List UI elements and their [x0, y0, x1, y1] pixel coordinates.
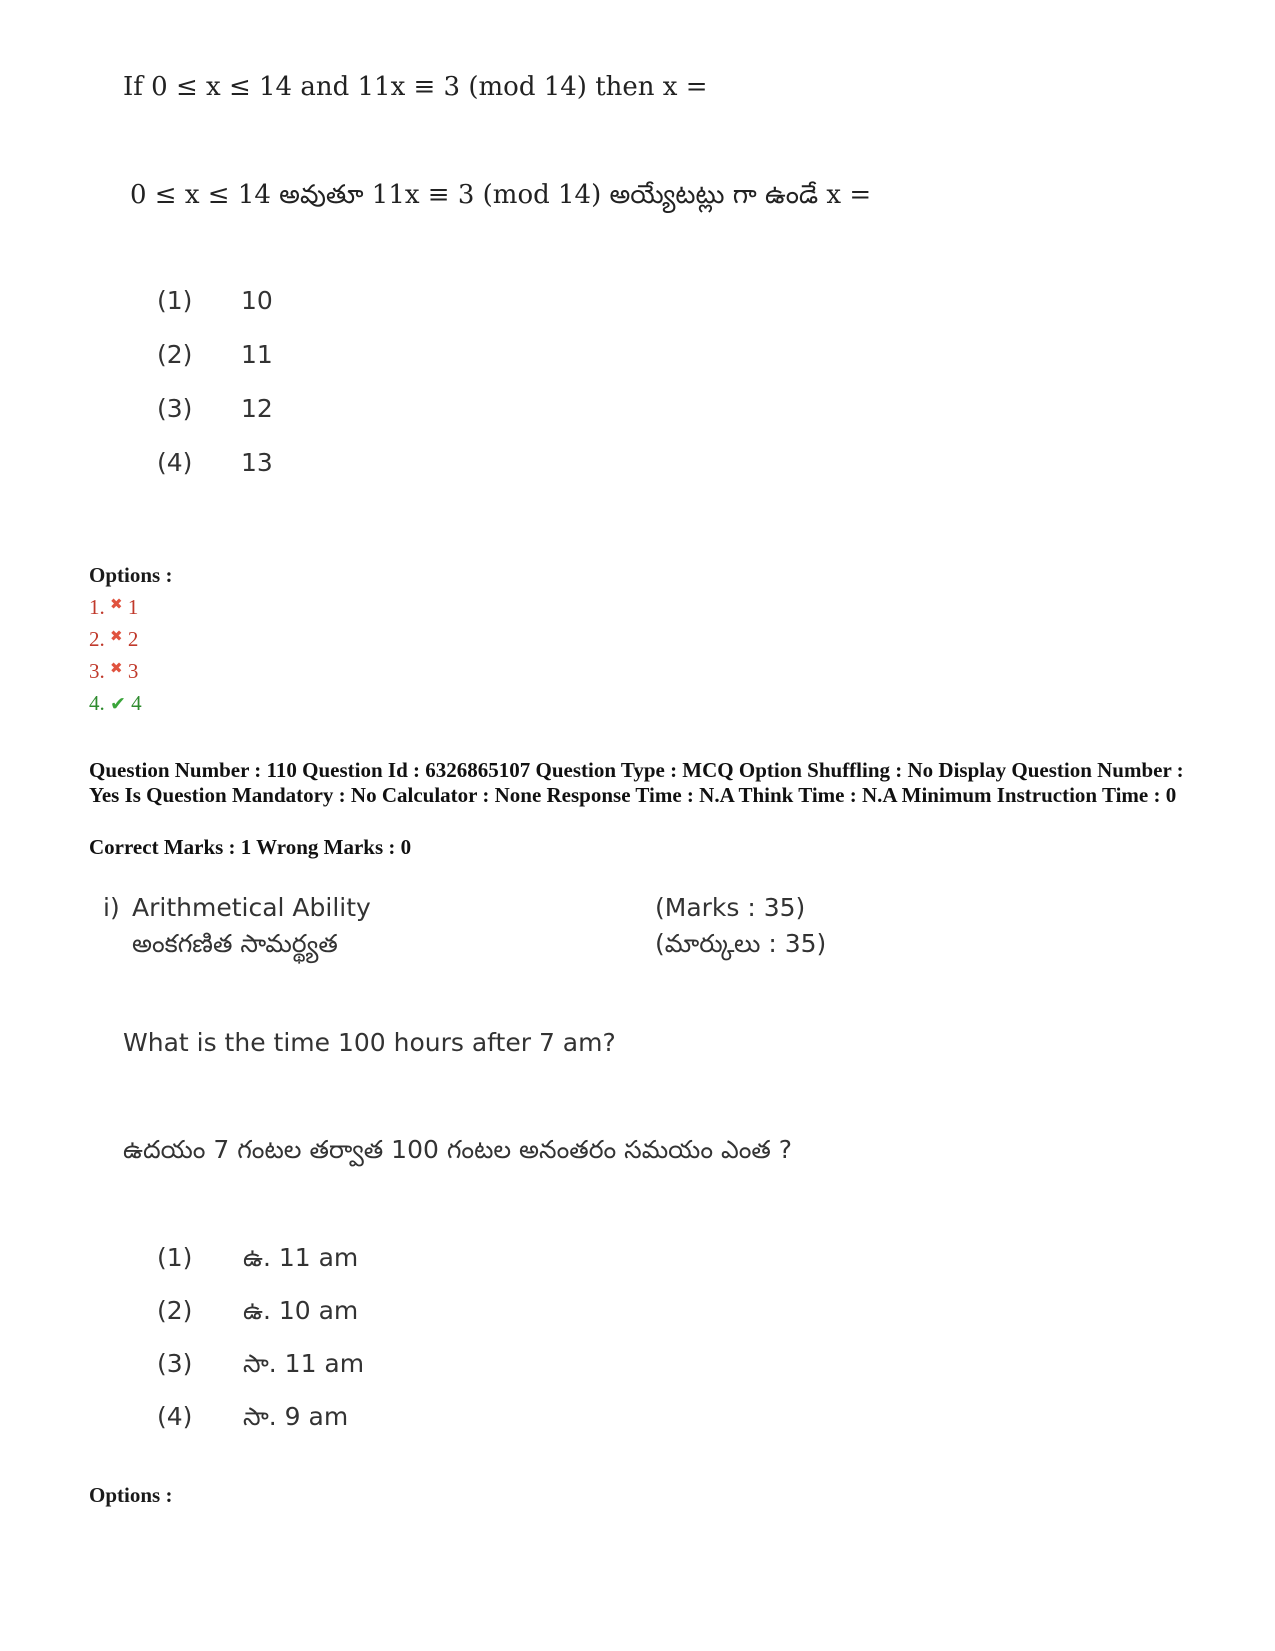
q2-choice-1-value: ఉ. 11 am [243, 1243, 359, 1272]
section-marks-telugu: (మార్కులు : 35) [655, 929, 827, 958]
q2-stem-telugu: ఉదయం 7 గంటల తర్వాత 100 గంటల అనంతరం సమయం ఎంత ? [123, 1135, 793, 1164]
cross-icon: ✖ [110, 627, 123, 645]
q2-options-label: Options : [89, 1483, 173, 1507]
answer-value: 4 [131, 691, 142, 715]
answer-index: 2. [89, 627, 105, 651]
answer-index: 1. [89, 595, 105, 619]
q1-answer-2 [89, 627, 138, 652]
question-marks: Correct Marks : 1 Wrong Marks : 0 [89, 835, 412, 859]
section-title-english: Arithmetical Ability [132, 893, 371, 922]
q1-choice-1-number: (1) [157, 286, 193, 315]
q1-choice-3-number: (3) [157, 394, 193, 423]
q1-answer-1 [89, 595, 138, 620]
q2-choice-2-value: ఉ. 10 am [243, 1296, 359, 1325]
section-title-telugu: అంకగణిత సామర్థ్యత [132, 929, 338, 958]
question-metadata: Question Number : 110 Question Id : 6326865107 Question Type : MCQ Option Shuffling : No Display Question Number : Yes Is Question Mandatory : No Calculator : None Response Time : N.A Think Time : N.A Minimum Instruction Time : 0 [89, 758, 1184, 807]
q1-choice-4-number: (4) [157, 448, 193, 477]
answer-value: 3 [127, 659, 139, 683]
q1-answer-4 [89, 691, 142, 716]
answer-value: 1 [127, 595, 139, 619]
q1-choice-2-number: (2) [157, 340, 193, 369]
q2-choice-3-number: (3) [157, 1349, 193, 1378]
q1-choice-3-value: 12 [241, 394, 273, 423]
q2-choice-3-value: సా. 11 am [243, 1349, 365, 1378]
q2-choice-4-number: (4) [157, 1402, 193, 1431]
check-icon: ✔ [110, 693, 126, 715]
q1-choice-2-value: 11 [241, 340, 273, 369]
q1-answer-3 [89, 659, 138, 684]
q2-choice-2-number: (2) [157, 1296, 193, 1325]
q1-stem-english: If 0 ≤ x ≤ 14 and 11x ≡ 3 (mod 14) then x = [123, 72, 708, 102]
q2-stem-english: What is the time 100 hours after 7 am? [123, 1028, 616, 1057]
q1-stem-telugu: 0 ≤ x ≤ 14 అవుతూ 11x ≡ 3 (mod 14) అయ్యేటట్లు గా ఉండే x = [130, 180, 872, 210]
answer-index: 3. [89, 659, 105, 683]
q1-choice-1-value: 10 [241, 286, 273, 315]
q2-choice-4-value: సా. 9 am [243, 1402, 349, 1431]
section-prefix: i) [103, 893, 120, 922]
answer-value: 2 [127, 627, 139, 651]
q1-choice-4-value: 13 [241, 448, 273, 477]
cross-icon: ✖ [110, 659, 123, 677]
q2-choice-1-number: (1) [157, 1243, 193, 1272]
answer-index: 4. [89, 691, 105, 715]
section-marks-english: (Marks : 35) [655, 893, 806, 922]
cross-icon: ✖ [110, 595, 123, 613]
q1-options-label: Options : [89, 563, 173, 587]
